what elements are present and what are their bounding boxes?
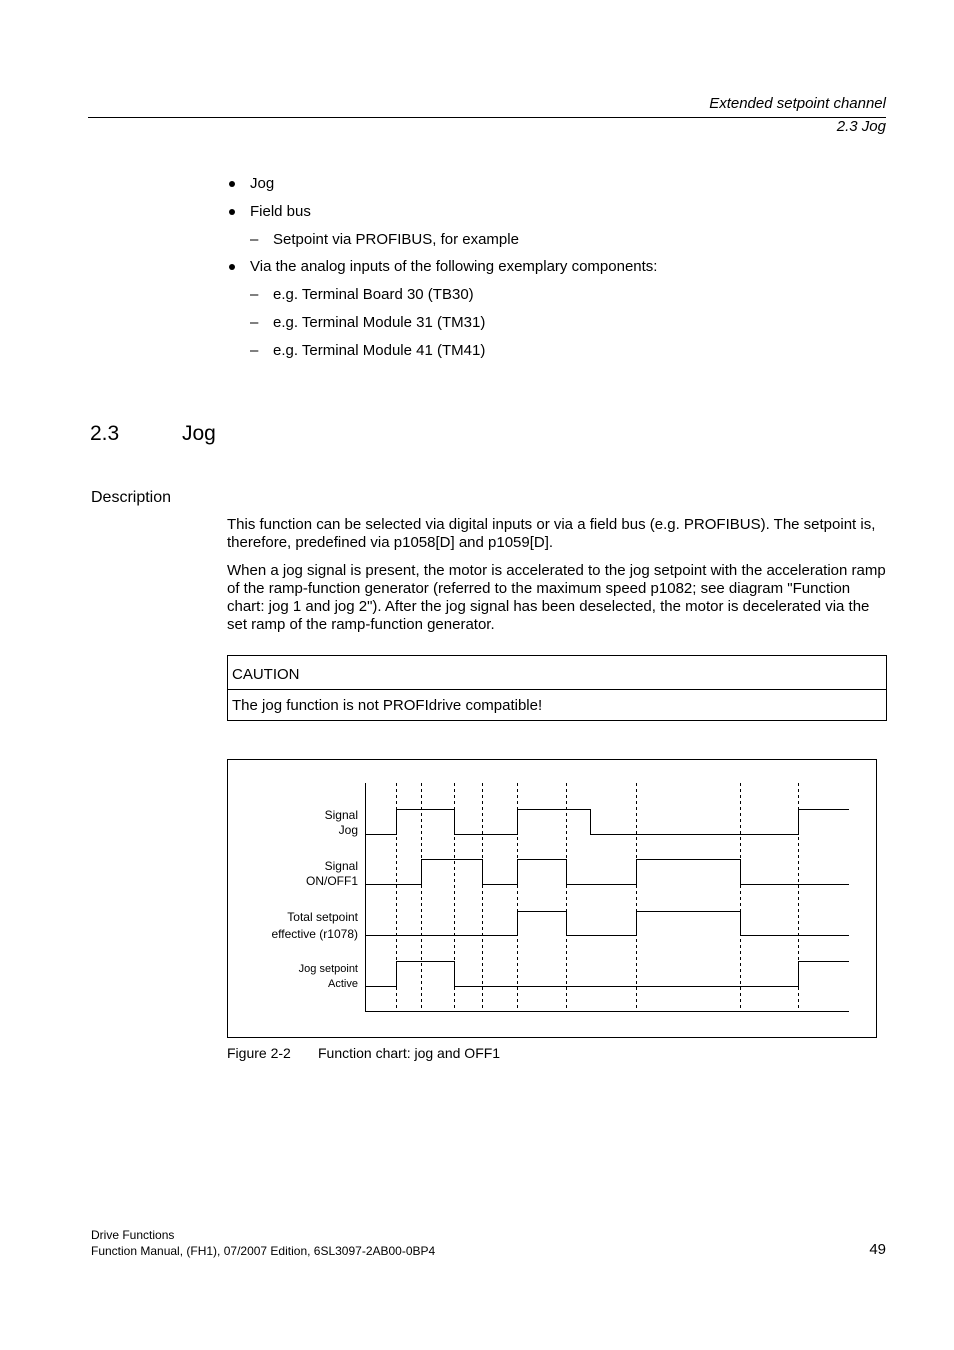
dash-marker: –	[250, 342, 259, 359]
signal-label-line: Signal	[324, 859, 358, 873]
time-markers	[397, 783, 799, 1011]
signal-label-line: effective (r1078)	[271, 927, 358, 941]
signal-label-line: Signal	[324, 808, 358, 822]
dash-marker: –	[250, 314, 259, 331]
signal-label-line: Total setpoint	[287, 910, 358, 924]
list-subitem: e.g. Terminal Module 41 (TM41)	[273, 342, 486, 359]
list-item: Via the analog inputs of the following exemplary components:	[250, 258, 658, 275]
page-number: 49	[869, 1241, 886, 1258]
footer-line-2: Function Manual, (FH1), 07/2007 Edition, 6SL3097-2AB00-0BP4	[91, 1244, 436, 1258]
dash-marker: –	[250, 286, 259, 303]
figure-caption-text: Function chart: jog and OFF1	[318, 1045, 501, 1061]
figure-caption-number: Figure 2-2	[227, 1045, 291, 1061]
caution-message: The jog function is not PROFIdrive compatible!	[232, 697, 543, 714]
signal-label-line: ON/OFF1	[305, 874, 358, 888]
description-paragraph-2: When a jog signal is present, the motor is accelerated to the jog setpoint with the acceleration ramp of the ramp-function generator (referred to the maximum speed p1082; see diagram "Function chart: jog 1 and jog 2"). After the jog signal has been deselected, the motor is decelerated via the set ramp of the ramp-function generator.	[227, 562, 886, 633]
description-paragraph-1: This function can be selected via digital inputs or via a field bus (e.g. PROFIBUS). The setpoint is, therefore, predefined via p1058[D] and p1059[D].	[227, 516, 876, 551]
trace-jog-setpoint-active	[365, 962, 849, 987]
trace-signal-on-off1	[365, 860, 849, 885]
list-subitem: e.g. Terminal Board 30 (TB30)	[273, 286, 474, 303]
footer-line-1: Drive Functions	[91, 1228, 175, 1242]
signal-label-line: Jog setpoint	[298, 963, 358, 975]
list-item: Jog	[250, 175, 275, 192]
dash-marker: –	[250, 231, 259, 248]
running-header-section: 2.3 Jog	[836, 118, 886, 135]
list-subitem: e.g. Terminal Module 31 (TM31)	[273, 314, 486, 331]
list-subitem: Setpoint via PROFIBUS, for example	[273, 231, 519, 248]
description-heading: Description	[91, 489, 172, 506]
list-item: Field bus	[250, 203, 311, 220]
trace-total-setpoint	[365, 912, 849, 936]
section-title: Jog	[182, 422, 216, 445]
section-number: 2.3	[90, 422, 120, 445]
running-header-chapter: Extended setpoint channel	[709, 95, 886, 112]
signal-label-line: Active	[328, 978, 358, 990]
signal-label-line: Jog	[338, 823, 358, 837]
trace-signal-jog	[365, 810, 849, 835]
caution-title: CAUTION	[232, 666, 300, 683]
